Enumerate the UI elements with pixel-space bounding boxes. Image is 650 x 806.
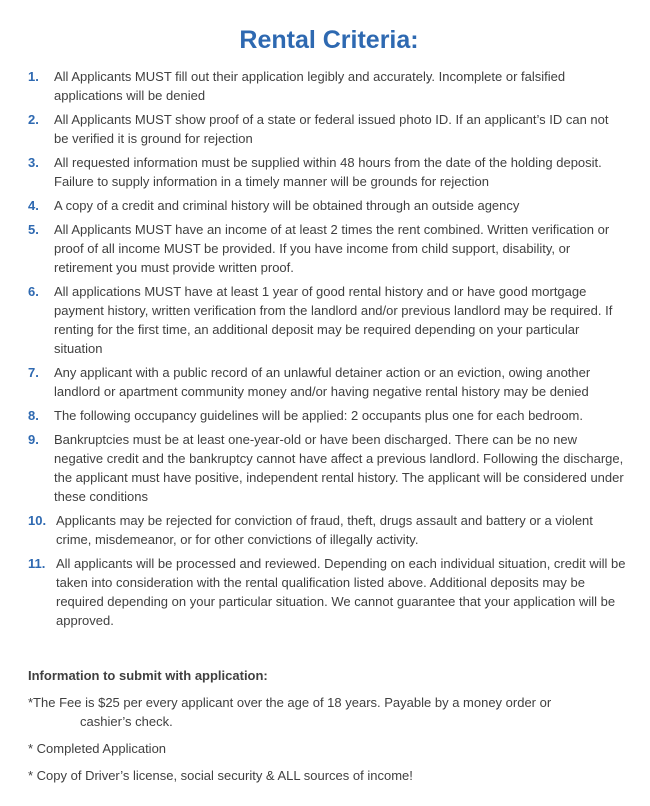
criterion-number: 10.: [28, 513, 47, 528]
criterion-number: 4.: [28, 198, 39, 213]
page-title: Rental Criteria:: [239, 26, 419, 54]
criterion-number: 8.: [28, 408, 39, 423]
criterion-item: [28, 430, 630, 506]
criterion-item: [28, 511, 630, 549]
criterion-text: Applicants may be rejected for conviction of fraud, theft, drugs assault and battery or a violent crime, misdemeanor, or for other convictions of illegally activity.: [56, 513, 593, 547]
criterion-text: The following occupancy guidelines will be applied: 2 occupants plus one for each bedroom.: [54, 408, 583, 423]
submit-item: *The Fee is $25 per every applicant over the age of 18 years. Payable by a money order or cashier’s check.: [28, 695, 552, 729]
criterion-text: All applicants will be processed and reviewed. Depending on each individual situation, credit will be taken into consideration with the rental qualification listed above. Additional deposits may be required depending on your particular situation. We cannot guarantee that your application will be approved.: [56, 556, 626, 628]
criterion-text: All applications MUST have at least 1 year of good rental history and or have good mortgage payment history, written verification from the landlord and/or previous landlord may be required. If renting for the first time, an additional deposit may be required depending on your particular situation: [54, 284, 613, 356]
criterion-item: [28, 67, 630, 105]
criterion-item: [28, 220, 630, 277]
criterion-item: [28, 282, 630, 358]
criterion-item: [28, 406, 630, 425]
criterion-text: A copy of a credit and criminal history will be obtained through an outside agency: [54, 198, 520, 213]
criterion-item: [28, 363, 630, 401]
criterion-text: Any applicant with a public record of an unlawful detainer action or an eviction, owing another landlord or apartment community money and/or having negative rental history may be denied: [54, 365, 591, 399]
criterion-number: 1.: [28, 69, 39, 84]
criterion-text: All Applicants MUST have an income of at least 2 times the rent combined. Written verification or proof of all income MUST be provided. If you have income from child support, disability, or retirement you must provide written proof.: [54, 222, 610, 275]
criterion-text: All requested information must be supplied within 48 hours from the date of the holding deposit. Failure to supply information in a timely manner will be grounds for rejection: [54, 155, 602, 189]
criterion-number: 9.: [28, 432, 39, 447]
submit-item: * Completed Application: [28, 741, 167, 756]
criterion-text: Bankruptcies must be at least one-year-old or have been discharged. There can be no new negative credit and the bankruptcy cannot have affect a previous landlord. Following the discharge, the applicant must have positive, independent rental history. The applicant will be considered under these conditions: [54, 432, 624, 504]
criterion-number: 5.: [28, 222, 39, 237]
criterion-item: [28, 110, 630, 148]
criterion-number: 3.: [28, 155, 39, 170]
criterion-number: 6.: [28, 284, 39, 299]
criterion-number: 7.: [28, 365, 39, 380]
submit-item: * Copy of Driver’s license, social security & ALL sources of income!: [28, 768, 413, 783]
criterion-text: All Applicants MUST show proof of a state or federal issued photo ID. If an applicant’s ID can not be verified it is ground for rejection: [54, 112, 609, 146]
criterion-number: 11.: [28, 556, 46, 571]
submit-heading: Information to submit with application:: [28, 668, 268, 683]
criteria-list: [28, 67, 630, 630]
criterion-number: 2.: [28, 112, 39, 127]
criterion-item: [28, 153, 630, 191]
criterion-text: All Applicants MUST fill out their application legibly and accurately. Incomplete or falsified applications will be denied: [54, 69, 566, 103]
criterion-item: [28, 554, 630, 630]
criterion-item: [28, 196, 630, 215]
